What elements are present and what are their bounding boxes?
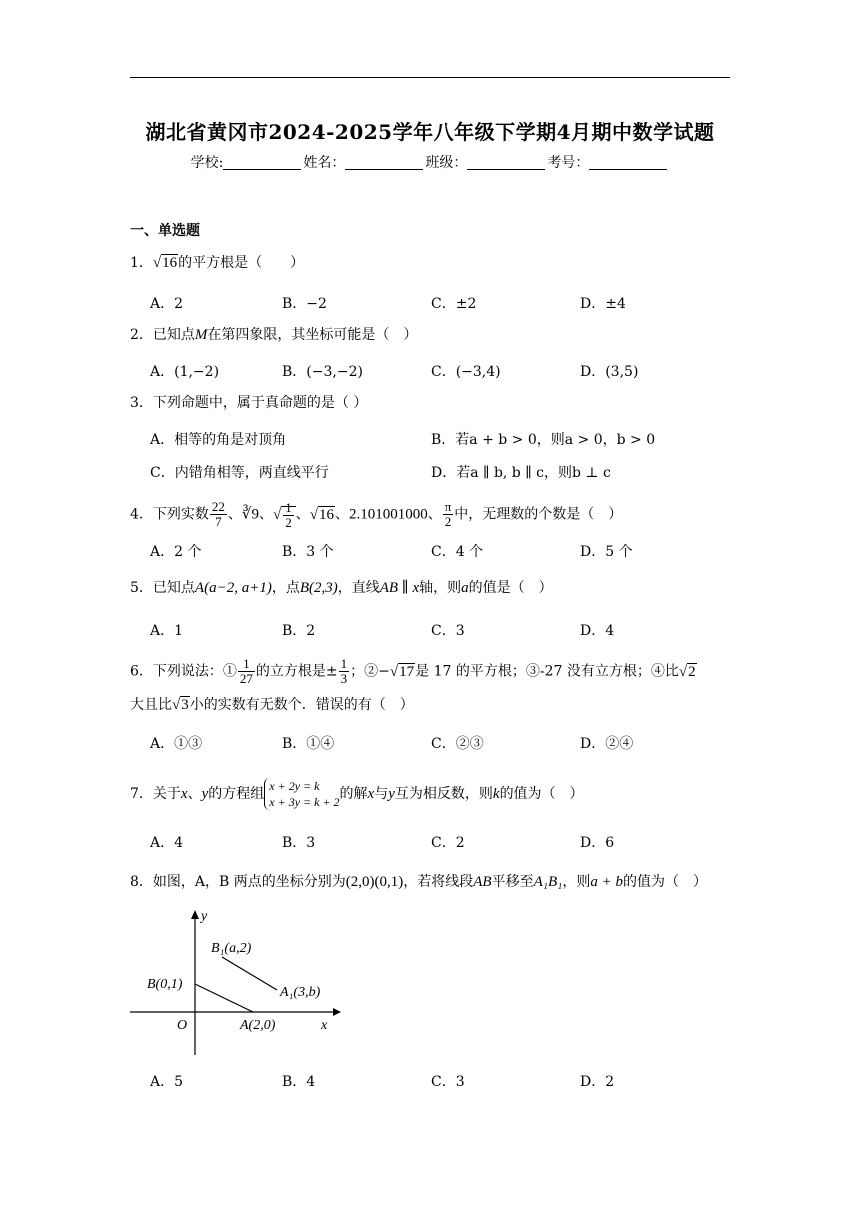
option-a[interactable]: A．(1,−2) bbox=[150, 364, 220, 380]
segment-ab bbox=[195, 984, 253, 1012]
option-a[interactable]: A．5 bbox=[150, 1074, 184, 1090]
option-d[interactable]: D．5 个 bbox=[580, 544, 633, 560]
option-b[interactable]: B．3 个 bbox=[282, 544, 334, 560]
option-c[interactable]: C．(−3,4) bbox=[431, 364, 501, 380]
segment-a1b1 bbox=[222, 957, 277, 990]
question-2: 2．已知点M在第四象限，其坐标可能是（ ） bbox=[130, 327, 418, 343]
option-c[interactable]: C．②③ bbox=[431, 736, 484, 752]
school-blank[interactable] bbox=[223, 155, 301, 170]
fraction: $\frac{22}{7}$ bbox=[211, 499, 225, 529]
option-d[interactable]: D．(3,5) bbox=[580, 364, 639, 380]
option-a[interactable]: A．①③ bbox=[150, 736, 203, 752]
label-b: B(0,1) bbox=[147, 977, 183, 992]
coordinate-figure bbox=[125, 905, 345, 1060]
option-c[interactable]: C．内错角相等，两直线平行 bbox=[150, 465, 329, 481]
name-blank[interactable] bbox=[345, 155, 423, 170]
question-number: 1． bbox=[130, 255, 153, 271]
section-title: 一、单选题 bbox=[130, 223, 200, 239]
sqrt-expr: √16 bbox=[152, 255, 178, 271]
option-a[interactable]: A．2 个 bbox=[150, 544, 202, 560]
name-label: 姓名： bbox=[303, 155, 346, 171]
header-rule bbox=[130, 77, 730, 78]
label-y: y bbox=[201, 909, 208, 924]
option-a[interactable]: A．2 bbox=[150, 296, 184, 312]
option-b[interactable]: B．(−3,−2) bbox=[282, 364, 363, 380]
option-b[interactable]: B．−2 bbox=[282, 296, 327, 312]
page-title: 湖北省黄冈市2024-2025学年八年级下学期4月期中数学试题 bbox=[145, 120, 715, 144]
label-origin: O bbox=[177, 1018, 188, 1033]
question-3: 3．下列命题中，属于真命题的是（ ） bbox=[130, 395, 368, 411]
class-label: 班级： bbox=[425, 155, 468, 171]
option-b[interactable]: B．3 bbox=[282, 835, 316, 851]
exam-no-blank[interactable] bbox=[589, 155, 667, 170]
option-b[interactable]: B．4 bbox=[282, 1074, 316, 1090]
class-blank[interactable] bbox=[467, 155, 545, 170]
option-a[interactable]: A．4 bbox=[150, 835, 184, 851]
question-1: 1．√16的平方根是（ ） bbox=[130, 255, 305, 271]
x-axis-arrow bbox=[333, 1008, 341, 1016]
option-a[interactable]: A．1 bbox=[150, 623, 184, 639]
option-c[interactable]: C．3 bbox=[431, 623, 465, 639]
label-a1: A₁(3,b) bbox=[280, 985, 321, 1000]
exam-no-label: 考号： bbox=[547, 155, 590, 171]
school-label: 学校: bbox=[190, 155, 224, 171]
question-5: 5．已知点A(a−2, a+1)，点B(2,3)，直线AB ∥ x轴，则a的值是（ ） bbox=[130, 580, 553, 596]
option-d[interactable]: D．4 bbox=[580, 623, 615, 639]
y-axis-arrow bbox=[191, 910, 199, 919]
option-b[interactable]: B．①④ bbox=[282, 736, 335, 752]
option-d[interactable]: D．2 bbox=[580, 1074, 615, 1090]
option-a[interactable]: A．相等的角是对顶角 bbox=[150, 432, 287, 448]
option-b[interactable]: B．若a + b > 0，则a > 0，b > 0 bbox=[431, 432, 656, 448]
label-x: x bbox=[321, 1018, 328, 1033]
option-d[interactable]: D．②④ bbox=[580, 736, 634, 752]
question-6-line2: 大且比√3小的实数有无数个．错误的有（ ） bbox=[130, 697, 414, 713]
question-8: 8．如图，A，B 两点的坐标分别为(2,0)(0,1)，若将线段AB平移至A₁B₁，则a + b的值为（ ） bbox=[130, 874, 707, 890]
option-b[interactable]: B．2 bbox=[282, 623, 316, 639]
equation-system: x + 2y = k x + 3y = k + 2 bbox=[264, 778, 339, 810]
label-a: A(2,0) bbox=[240, 1018, 276, 1033]
student-info-line bbox=[0, 152, 860, 172]
question-7: 7．关于x、y的方程组 x + 2y = k x + 3y = k + 2 的解x与y互为相反数，则k的值为（ ） bbox=[130, 779, 584, 809]
question-4: 4．下列实数 $\frac{22}{7}$ 、∛9、√ $\frac{1}{2}$ 、√16、2.101001000、 $\frac{\pi}{2}$ 中，无理数的个数是（ ） bbox=[130, 499, 623, 530]
option-d[interactable]: D．若a ∥ b, b ∥ c，则b ⊥ c bbox=[431, 465, 611, 481]
question-6: 6．下列说法：① $\frac{1}{27}$ 的立方根是± $\frac{1}{3}$ ；②−√17是 17 的平方根；③-27 没有立方根；④比√2 bbox=[130, 656, 696, 686]
option-c[interactable]: C．3 bbox=[431, 1074, 465, 1090]
option-d[interactable]: D．±4 bbox=[580, 296, 626, 312]
option-c[interactable]: C．4 个 bbox=[431, 544, 484, 560]
option-c[interactable]: C．2 bbox=[431, 835, 465, 851]
option-c[interactable]: C．±2 bbox=[431, 296, 477, 312]
label-b1: B₁(a,2) bbox=[211, 941, 252, 956]
option-d[interactable]: D．6 bbox=[580, 835, 615, 851]
